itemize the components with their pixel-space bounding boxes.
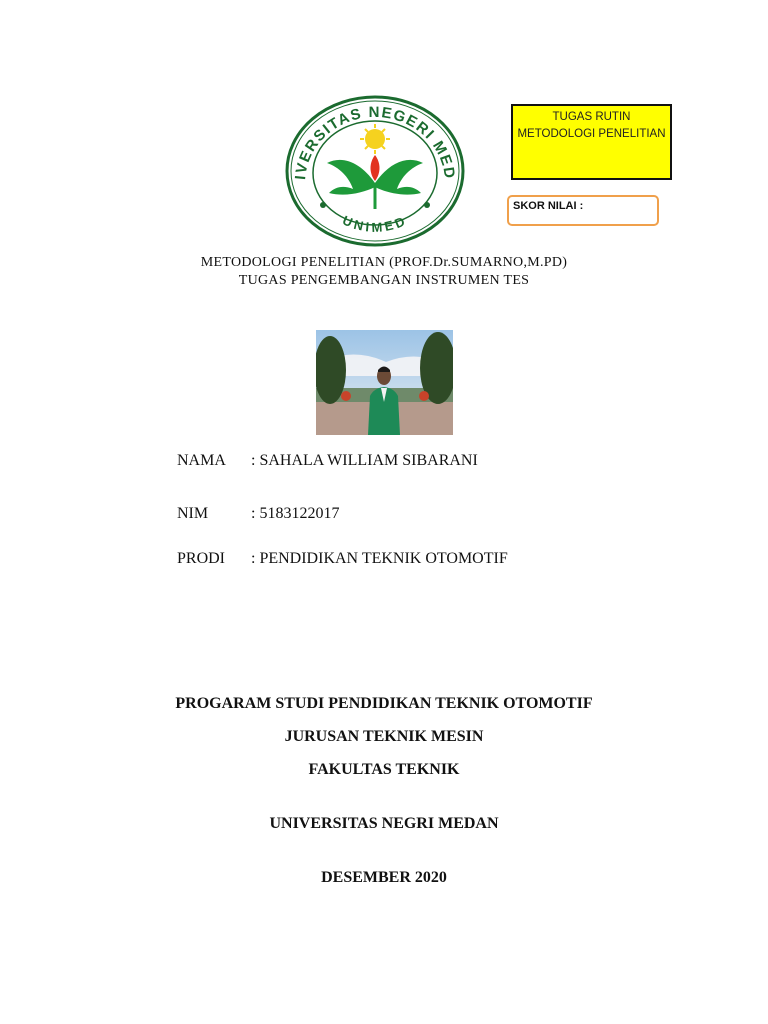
task-line-1: TUGAS RUTIN <box>552 111 631 123</box>
assignment-title: TUGAS PENGEMBANGAN INSTRUMEN TES <box>238 273 530 288</box>
date-text: DESEMBER 2020 <box>321 869 447 886</box>
logo-ring-text-bottom: UNIMED <box>340 212 410 235</box>
name-row <box>177 452 478 470</box>
department-name: JURUSAN TEKNIK MESIN <box>284 728 484 745</box>
prodi-row <box>177 550 508 568</box>
university-name: UNIVERSITAS NEGRI MEDAN <box>269 815 499 832</box>
task-label-box <box>511 104 672 180</box>
nim-value: : 5183122017 <box>251 505 340 522</box>
university-logo <box>283 93 467 249</box>
course-title: METODOLOGI PENELITIAN (PROF.Dr.SUMARNO,M.PD) <box>200 255 568 270</box>
prodi-label: PRODI <box>177 550 226 567</box>
name-label: NAMA <box>177 452 226 469</box>
nim-row <box>177 505 339 523</box>
task-line-2: METODOLOGI PENELITIAN <box>517 128 666 140</box>
nim-label: NIM <box>177 505 209 522</box>
student-photo <box>316 330 453 435</box>
program-name: PROGARAM STUDI PENDIDIKAN TEKNIK OTOMOTIF <box>175 695 593 712</box>
score-label: SKOR NILAI : <box>513 200 584 212</box>
faculty-name: FAKULTAS TEKNIK <box>308 761 460 778</box>
logo-ring-text-top: IVERSITAS NEGERI MED <box>292 103 459 181</box>
prodi-value: : PENDIDIKAN TEKNIK OTOMOTIF <box>251 550 508 567</box>
name-value: : SAHALA WILLIAM SIBARANI <box>251 452 478 469</box>
score-box <box>507 195 659 226</box>
